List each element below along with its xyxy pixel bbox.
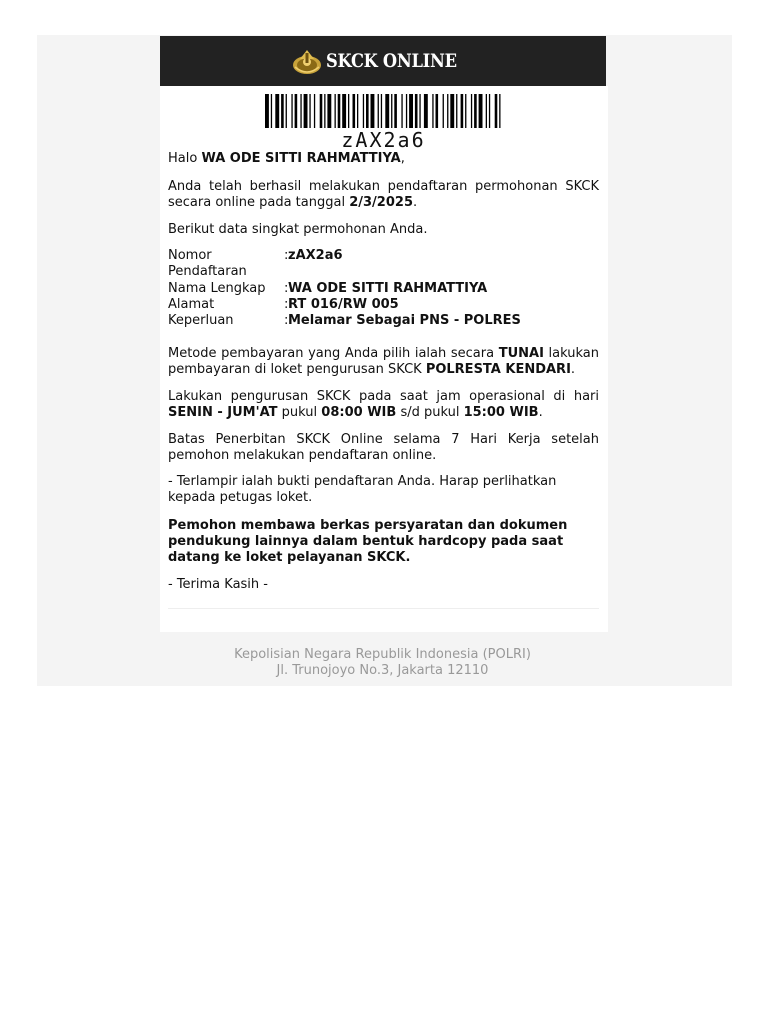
barcode-stripe [495,94,498,128]
attachment-note: - Terlampir ialah bukti pendaftaran Anda. Harap perlihatkan kepada petugas loket. [168,474,557,505]
barcode-stripe [271,94,272,128]
barcode-stripe [353,94,356,128]
barcode-stripe [474,94,477,128]
barcode-stripe [275,94,279,128]
detail-label: Nomor Pendaftaran [168,248,247,279]
barcode-stripe [424,94,428,128]
barcode-stripe [324,94,325,128]
barcode-stripe [338,94,341,128]
barcode-stripe [320,94,323,128]
payment-method: TUNAI [498,346,544,361]
barcode-stripe [447,94,448,128]
schedule-finish: 15:00 WIB [463,405,539,420]
intro-end: . [413,195,418,210]
greeting-prefix: Halo [168,151,198,166]
barcode-stripe [381,94,382,128]
barcode-stripe [486,94,487,128]
barcode-stripe [450,94,454,128]
barcode-image [265,94,502,128]
barcode-stripe [281,94,284,128]
payment-end: . [570,362,576,377]
footer-address: Jl. Trunojoyo No.3, Jakarta 12110 [276,663,489,678]
detail-row-registration-number [168,248,599,280]
schedule-days: SENIN - JUM'AT [168,405,278,420]
schedule-text: pukul [281,405,318,420]
barcode-stripe [314,94,315,128]
summary-intro: Berikut data singkat permohonan Anda. [168,222,428,237]
barcode-stripe [436,94,439,128]
schedule-start: 08:00 WIB [321,405,397,420]
applicant-name: WA ODE SITTI RAHMATTIYA [201,151,401,166]
detail-row-address [168,297,599,313]
barcode-stripe [265,94,269,128]
barcode-stripe [419,94,420,128]
barcode-stripe [401,94,402,128]
barcode-stripe [300,94,301,128]
barcode-stripe [394,94,397,128]
barcode-stripe [378,94,379,128]
barcode-stripe [499,94,500,128]
barcode-stripe [443,94,444,128]
barcode-stripe [371,94,375,128]
barcode-stripe [286,94,287,128]
detail-separator: : [284,281,289,296]
payment-office: POLRESTA KENDARI [425,362,571,377]
barcode-stripe [406,94,407,128]
detail-value: RT 016/RW 005 [288,297,399,312]
barcode-stripe [348,94,349,128]
barcode-stripe [489,94,490,128]
detail-label: Nama Lengkap [168,281,266,296]
barcode-stripe [335,94,336,128]
schedule-text: s/d pukul [400,405,460,420]
closing-text: - Terima Kasih - [168,577,268,592]
barcode-stripe [456,94,457,128]
barcode-code: zAX2a6 [341,128,426,152]
schedule-end: . [538,405,543,420]
requirement-note: Pemohon membawa berkas persyaratan dan dokumen pendukung lainnya dalam bentuk hardcopy pada saat datang ke loket pelayanan SKCK. [168,518,568,565]
schedule-text: Lakukan pengurusan SKCK pada saat jam operasional di hari [168,389,599,404]
email-header [160,36,606,86]
polri-emblem-icon [292,47,322,75]
greeting-suffix: , [400,151,405,166]
detail-value: zAX2a6 [288,248,343,263]
barcode-stripe [366,94,369,128]
payment-paragraph [168,346,599,378]
detail-value: Melamar Sebagai PNS - POLRES [288,313,521,328]
brand-logo [292,47,475,75]
barcode-stripe [342,94,346,128]
divider [168,608,599,609]
detail-row-purpose [168,313,599,329]
barcode-stripe [295,94,298,128]
registration-date: 2/3/2025 [349,195,413,210]
detail-label: Keperluan [168,313,234,328]
barcode-stripe [385,94,389,128]
barcode-stripe [309,94,310,128]
barcode-stripe [391,94,392,128]
barcode-stripe [479,94,483,128]
detail-row-full-name [168,281,599,297]
detail-value: WA ODE SITTI RAHMATTIYA [288,281,488,296]
payment-text: Metode pembayaran yang Anda pilih ialah secara [168,346,495,361]
detail-separator: : [284,313,289,328]
deadline-paragraph: Batas Penerbitan SKCK Online selama 7 Hari Kerja setelah pemohon melakukan pendaftaran online. [168,432,599,463]
intro-paragraph [168,179,599,211]
barcode-stripe [327,94,331,128]
barcode-stripe [291,94,292,128]
detail-label: Alamat [168,297,215,312]
barcode-stripe [363,94,364,128]
barcode-stripe [409,94,413,128]
payment-text: lakukan pembayaran di loket pengurusan SKCK [168,346,599,377]
intro-text: Anda telah berhasil melakukan pendaftaran permohonan SKCK secara online pada tanggal [168,179,599,210]
greeting [168,151,599,167]
barcode-stripe [304,94,308,128]
barcode-stripe [357,94,358,128]
barcode-stripe [465,94,466,128]
detail-separator: : [284,297,289,312]
schedule-paragraph [168,389,599,421]
email-footer [37,647,728,679]
barcode-stripe [415,94,418,128]
footer-organization: Kepolisian Negara Republik Indonesia (POLRI) [234,647,531,662]
brand-name: SKCK ONLINE [325,50,457,72]
barcode-stripe [432,94,433,128]
barcode-stripe [471,94,472,128]
barcode-stripe [461,94,464,128]
detail-separator: : [284,248,289,263]
